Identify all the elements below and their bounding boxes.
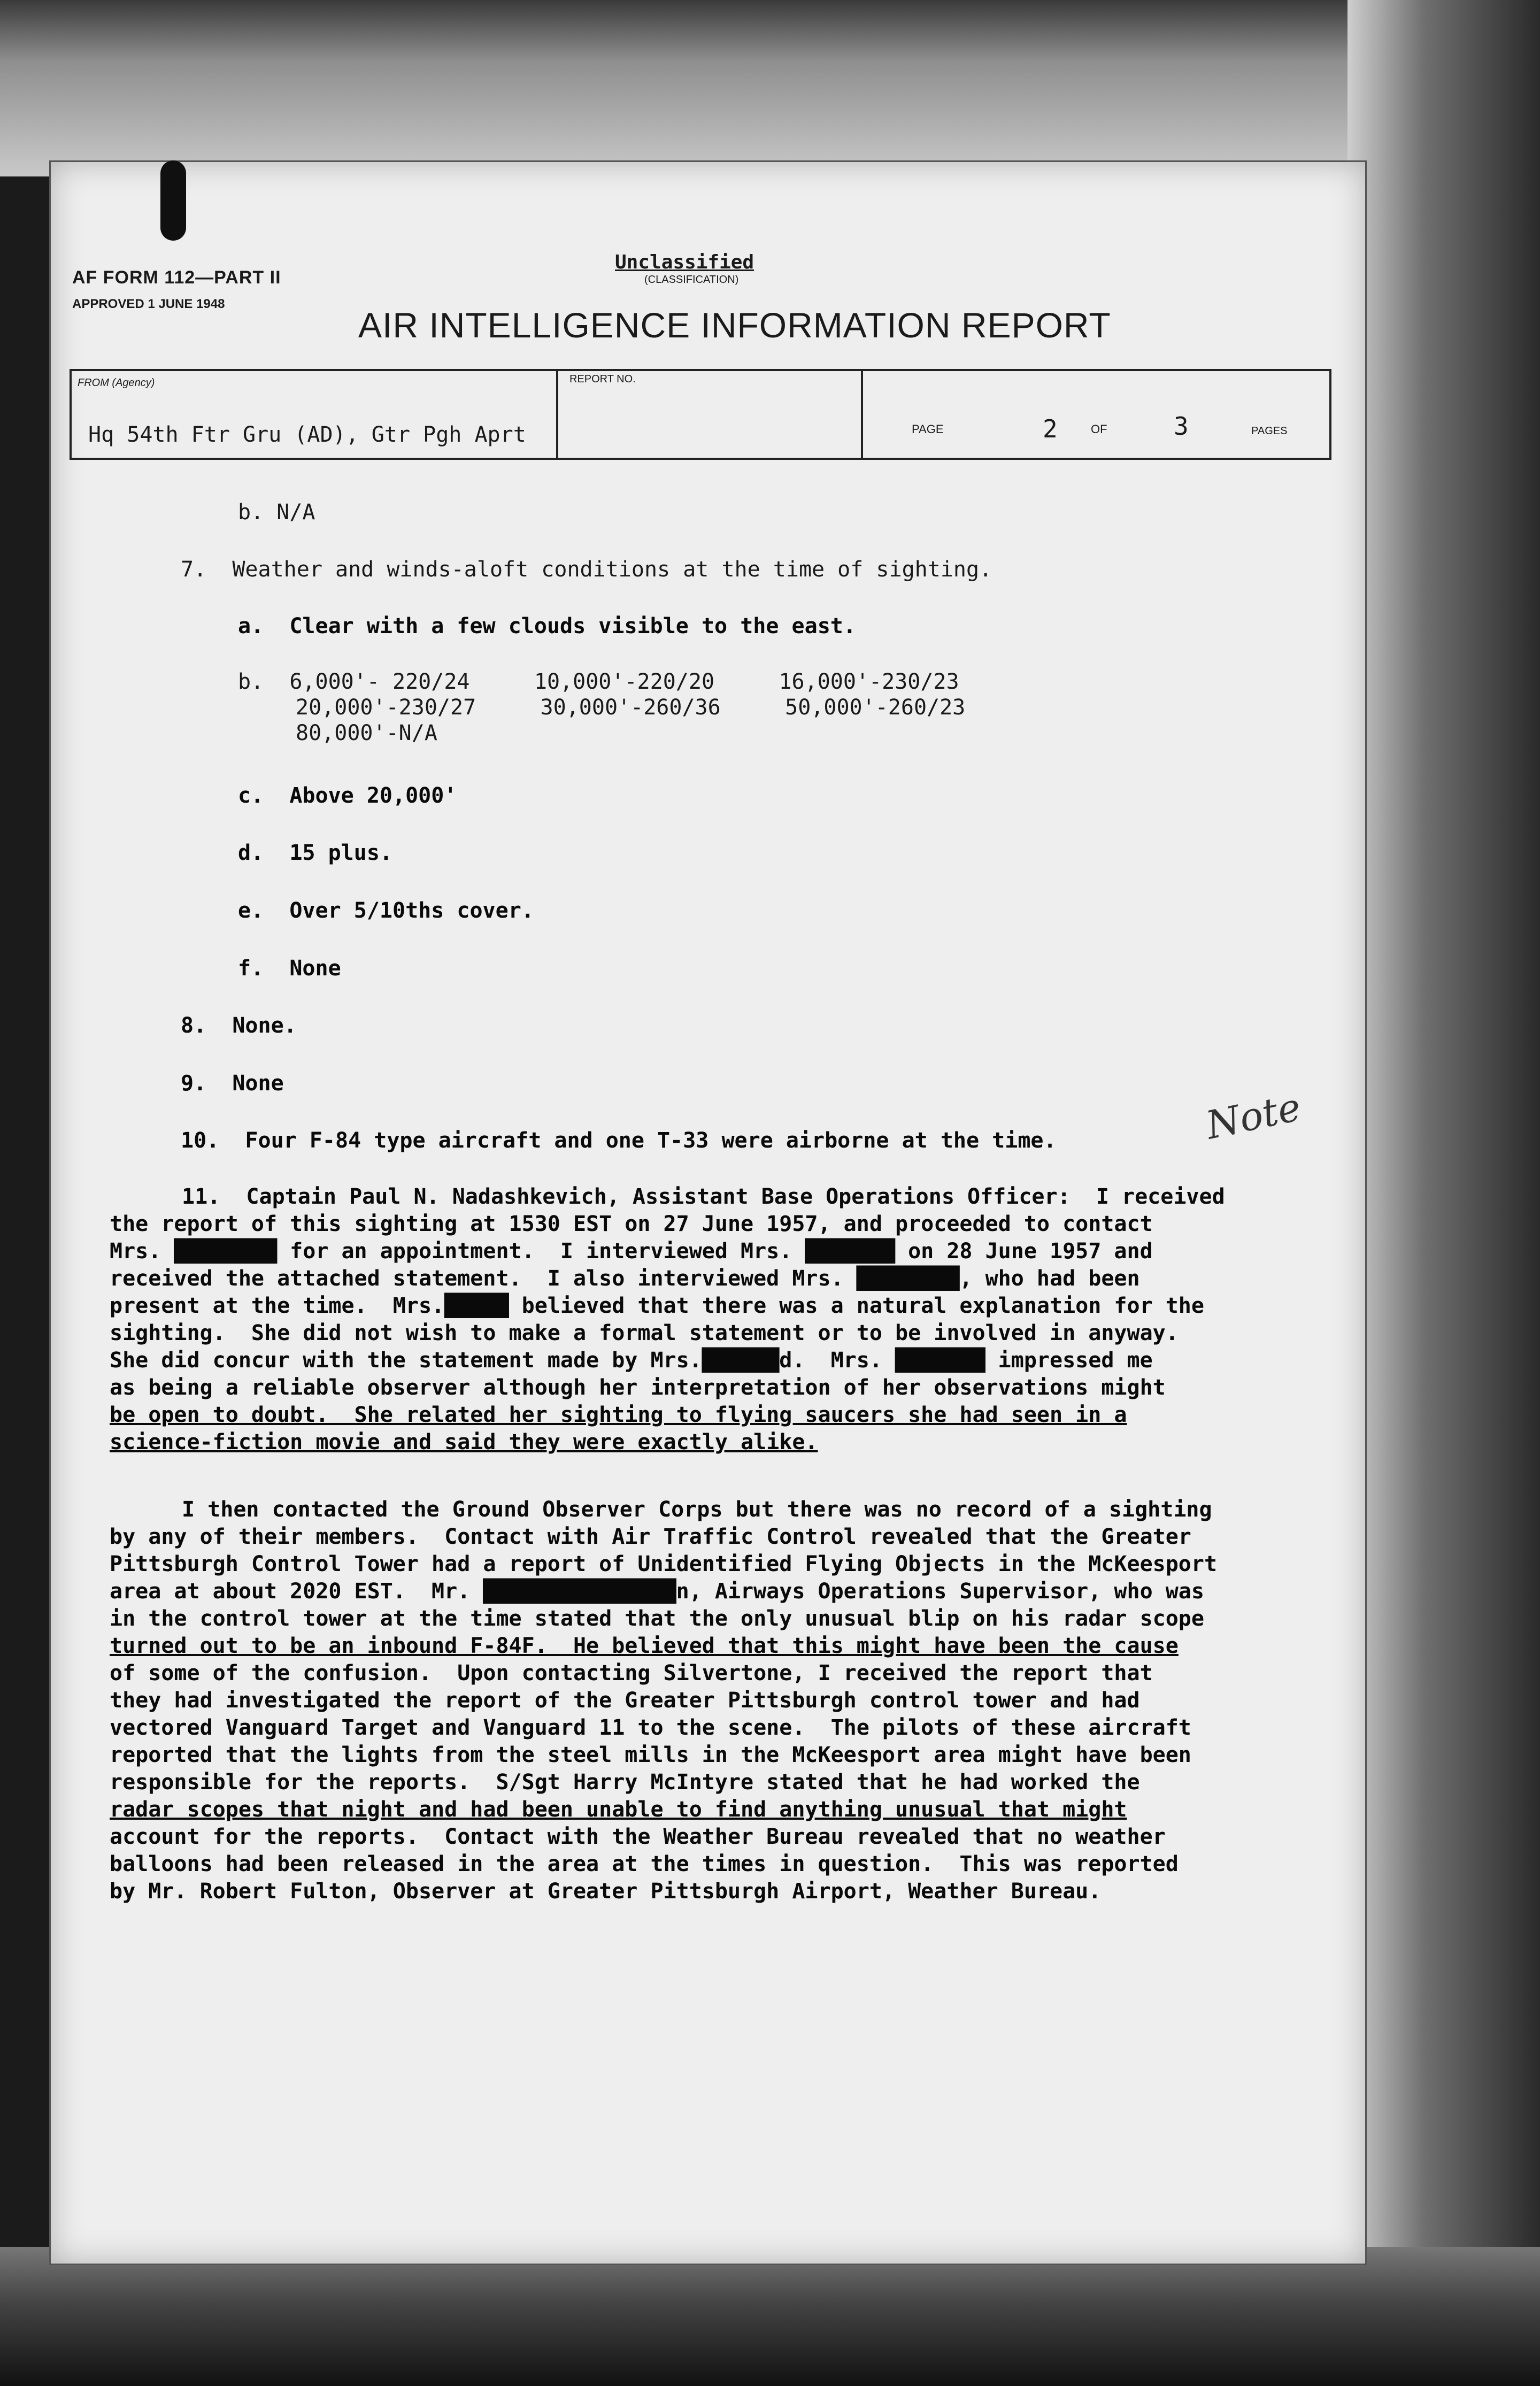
classification: Unclassified (615, 251, 754, 273)
staple-mark (160, 160, 186, 241)
para-2-line: area at about 2020 EST. Mr. ███████████████n, Airways Operations Supervisor, who was (110, 1579, 1204, 1604)
item-8: 8. None. (181, 1013, 297, 1038)
report-title: AIR INTELLIGENCE INFORMATION REPORT (358, 305, 1111, 345)
header-divider (861, 369, 863, 460)
item-7b-line1: b. 6,000'- 220/24 10,000'-220/20 16,000'-230/23 (238, 669, 959, 694)
item-11-line: 11. Captain Paul N. Nadashkevich, Assistant Base Operations Officer: I received (182, 1184, 1225, 1209)
scan-right-shadow (1348, 0, 1540, 2386)
handwritten-note: Note (1202, 1084, 1305, 1148)
item-7c: c. Above 20,000' (238, 783, 457, 808)
para-2-line: account for the reports. Contact with the Weather Bureau revealed that no weather (110, 1825, 1166, 1849)
item-10: 10. Four F-84 type aircraft and one T-33 were airborne at the time. (181, 1128, 1057, 1153)
item-7b-line2: 20,000'-230/27 30,000'-260/36 50,000'-260/23 (296, 695, 966, 720)
approved-date: APPROVED 1 JUNE 1948 (72, 297, 225, 311)
item-11-line: be open to doubt. She related her sighting to flying saucers she had seen in a (110, 1403, 1127, 1427)
item-11-line: present at the time. Mrs.█████ believed that there was a natural explanation for the (110, 1294, 1204, 1318)
item-6b: b. N/A (238, 500, 315, 525)
classification-caption: (CLASSIFICATION) (644, 274, 739, 286)
para-2-line: responsible for the reports. S/Sgt Harry McIntyre stated that he had worked the (110, 1770, 1140, 1795)
para-2-line: by any of their members. Contact with Air Traffic Control revealed that the Greater (110, 1525, 1191, 1549)
item-7e: e. Over 5/10ths cover. (238, 898, 534, 923)
item-11-line: received the attached statement. I also interviewed Mrs. ████████, who had been (110, 1266, 1140, 1291)
report-no-label: REPORT NO. (569, 373, 636, 385)
page-number: 2 (1043, 414, 1058, 443)
form-id: AF FORM 112—PART II (72, 267, 281, 288)
item-11-line: as being a reliable observer although her interpretation of her observations might (110, 1375, 1166, 1400)
item-7d: d. 15 plus. (238, 841, 392, 865)
para-2-line: reported that the lights from the steel mills in the McKeesport area might have been (110, 1743, 1191, 1767)
para-2-line: by Mr. Robert Fulton, Observer at Greater Pittsburgh Airport, Weather Bureau. (110, 1879, 1102, 1904)
scan-bottom-shadow (0, 2247, 1540, 2386)
pages-label: PAGES (1251, 425, 1288, 437)
page-total: 3 (1174, 412, 1189, 441)
header-divider (556, 369, 558, 460)
of-label: OF (1091, 422, 1107, 436)
item-11-line: the report of this sighting at 1530 EST on 27 June 1957, and proceeded to contact (110, 1212, 1153, 1236)
item-11-line: sighting. She did not wish to make a formal statement or to be involved in anyway. (110, 1321, 1179, 1345)
from-label: FROM (Agency) (78, 377, 155, 389)
para-2-line: Pittsburgh Control Tower had a report of Unidentified Flying Objects in the McKeesport (110, 1552, 1218, 1576)
para-2-line: I then contacted the Ground Observer Corps but there was no record of a sighting (182, 1497, 1212, 1522)
para-2-line: of some of the confusion. Upon contacting Silvertone, I received the report that (110, 1661, 1153, 1685)
scan-top-shadow (0, 0, 1540, 176)
item-7a: a. Clear with a few clouds visible to the east. (238, 614, 856, 638)
para-2-line: radar scopes that night and had been unable to find anything unusual that might (110, 1797, 1127, 1822)
para-2-line: vectored Vanguard Target and Vanguard 11 to the scene. The pilots of these aircraft (110, 1715, 1191, 1740)
from-value: Hq 54th Ftr Gru (AD), Gtr Pgh Aprt (88, 422, 526, 447)
item-11-line: She did concur with the statement made by Mrs.██████d. Mrs. ███████ impressed me (110, 1348, 1153, 1373)
para-2-line: balloons had been released in the area at the times in question. This was reported (110, 1852, 1179, 1876)
para-2-line: in the control tower at the time stated that the only unusual blip on his radar scope (110, 1606, 1204, 1631)
item-9: 9. None (181, 1071, 284, 1096)
para-2-line: turned out to be an inbound F-84F. He believed that this might have been the cause (110, 1634, 1179, 1658)
item-11-line: Mrs. ████████ for an appointment. I interviewed Mrs. ███████ on 28 June 1957 and (110, 1239, 1153, 1264)
item-7: 7. Weather and winds-aloft conditions at the time of sighting. (181, 557, 992, 582)
item-7b-line3: 80,000'-N/A (296, 721, 437, 745)
page-label: PAGE (912, 422, 944, 436)
para-2-line: they had investigated the report of the Greater Pittsburgh control tower and had (110, 1688, 1140, 1713)
item-11-line: science-fiction movie and said they were exactly alike. (110, 1430, 818, 1454)
item-7f: f. None (238, 956, 341, 981)
